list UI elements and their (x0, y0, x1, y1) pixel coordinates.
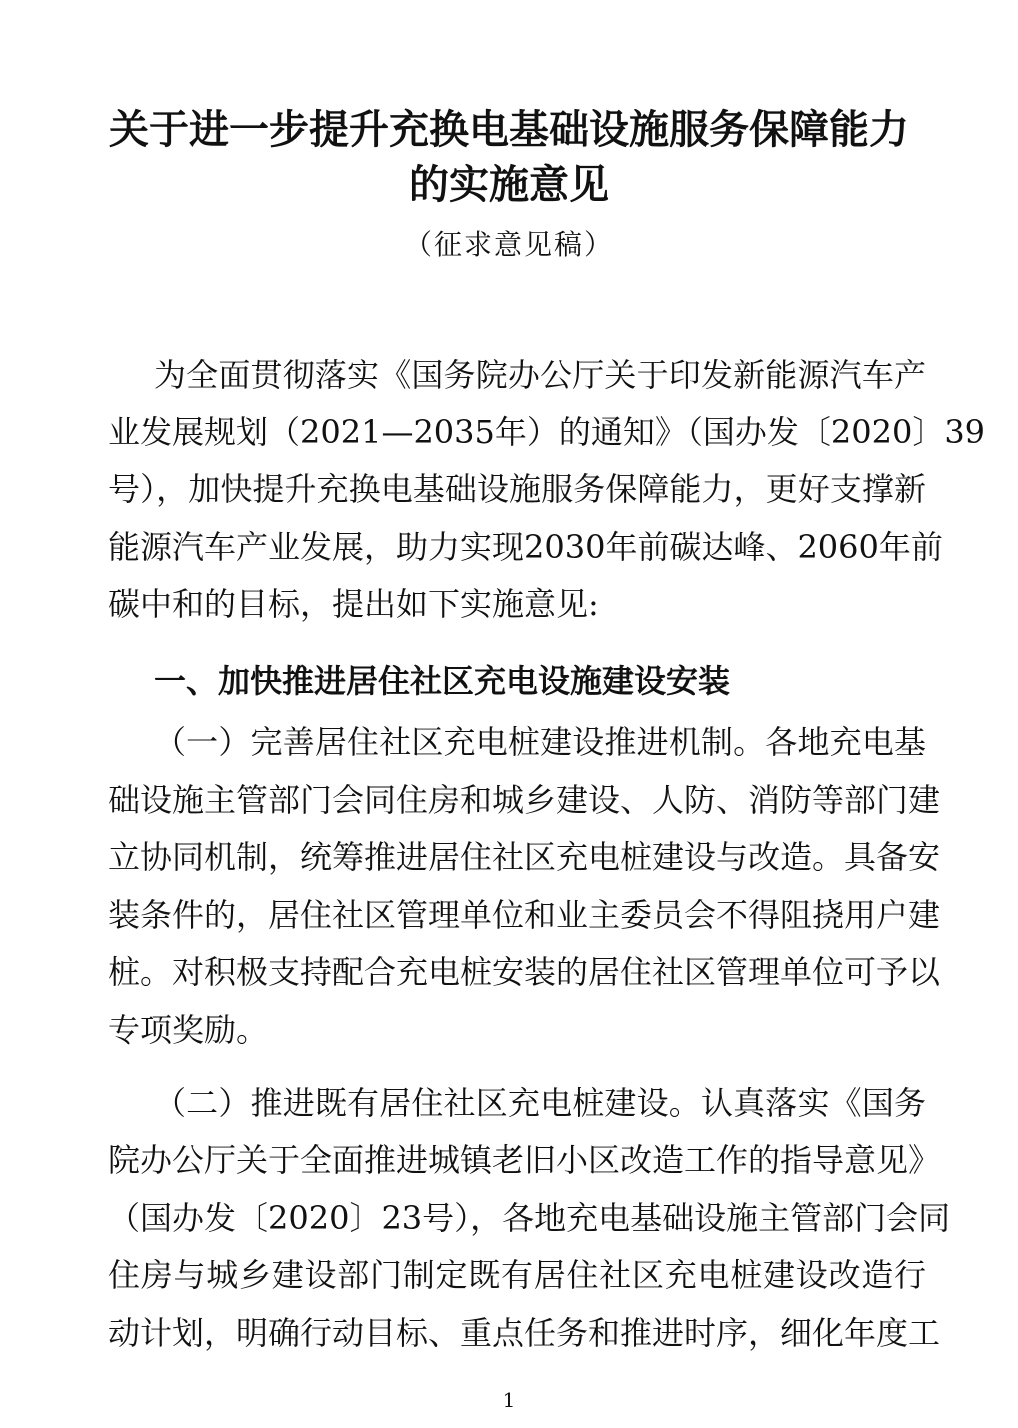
paragraph-line: 碳中和的目标，提出如下实施意见: (108, 585, 599, 623)
document-title-line-2: 的实施意见 (409, 162, 609, 208)
paragraph-line: （国办发〔2020〕23号），各地充电基础设施主管部门会同 (108, 1199, 951, 1237)
paragraph-line: 号），加快提升充换电基础设施服务保障能力，更好支撑新 (108, 470, 926, 508)
paragraph-line: 能源汽车产业发展，助力实现2030年前碳达峰、2060年前 (108, 528, 943, 566)
paragraph-line: 装条件的，居住社区管理单位和业主委员会不得阻挠用户建 (108, 896, 941, 934)
document-title-line-1: 关于进一步提升充换电基础设施服务保障能力 (109, 107, 909, 153)
section-heading: 一、加快推进居住社区充电设施建设安装 (154, 662, 731, 700)
document-subtitle: （征求意见稿） (403, 228, 614, 261)
paragraph-line: （二）推进既有居住社区充电桩建设。认真落实《国务 (154, 1084, 926, 1122)
paragraph-line: 桩。对积极支持配合充电桩安装的居住社区管理单位可予以 (108, 953, 941, 991)
paragraph-line: 动计划，明确行动目标、重点任务和推进时序，细化年度工 (108, 1314, 941, 1352)
paragraph-line: 住房与城乡建设部门制定既有居住社区充电桩建设改造行 (108, 1256, 926, 1294)
paragraph-line: （一）完善居住社区充电桩建设推进机制。各地充电基 (154, 723, 926, 761)
paragraph-line: 专项奖励。 (108, 1011, 269, 1049)
page-number: 1 (502, 1388, 516, 1412)
paragraph-line: 业发展规划（2021—2035年）的通知》（国办发〔2020〕39 (108, 413, 986, 451)
paragraph-line: 院办公厅关于全面推进城镇老旧小区改造工作的指导意见》 (108, 1141, 941, 1179)
paragraph-line: 础设施主管部门会同住房和城乡建设、人防、消防等部门建 (108, 781, 941, 819)
paragraph-line: 立协同机制，统筹推进居住社区充电桩建设与改造。具备安 (108, 838, 941, 876)
paragraph-line: 为全面贯彻落实《国务院办公厅关于印发新能源汽车产 (154, 356, 926, 394)
